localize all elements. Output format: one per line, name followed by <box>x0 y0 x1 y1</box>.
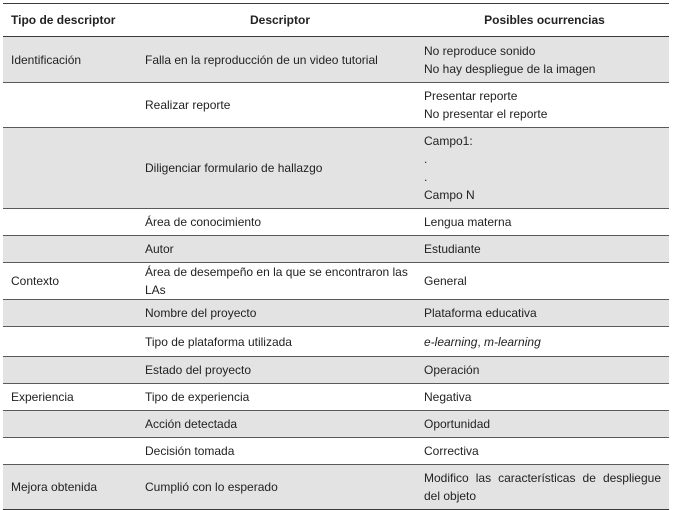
occurrence-separator: , <box>477 334 485 349</box>
occurrences-cell <box>420 327 669 357</box>
occurrence-line: No reproduce sonido <box>424 43 536 58</box>
descriptor-cell: Autor <box>140 236 420 263</box>
descriptor-cell: Acción detectada <box>140 411 420 438</box>
type-cell <box>3 357 140 384</box>
descriptor-cell: Diligenciar formulario de hallazgo <box>140 128 420 209</box>
type-cell <box>3 83 140 128</box>
header-type: Tipo de descriptor <box>3 4 140 37</box>
table-row <box>3 263 669 300</box>
occurrence-italic: m-learning <box>484 334 541 349</box>
type-cell <box>3 327 140 357</box>
descriptor-cell: Falla en la reproducción de un video tutorial <box>140 37 420 83</box>
type-cell <box>3 236 140 263</box>
table-row <box>3 438 669 465</box>
occurrence-italic: e-learning <box>424 334 478 349</box>
occurrences-cell <box>420 83 669 128</box>
occurrences-cell: Plataforma educativa <box>420 300 669 327</box>
table-row <box>3 411 669 438</box>
table-row <box>3 128 669 209</box>
descriptor-table <box>3 3 669 510</box>
table-row <box>3 384 669 411</box>
header-occurrences: Posibles ocurrencias <box>420 4 669 37</box>
type-cell: Mejora obtenida <box>3 465 140 510</box>
descriptor-cell: Decisión tomada <box>140 438 420 465</box>
occurrence-line: Presentar reporte <box>424 89 518 103</box>
descriptor-cell: Tipo de plataforma utilizada <box>140 327 420 357</box>
type-cell <box>3 411 140 438</box>
occurrences-cell: Estudiante <box>420 236 669 263</box>
descriptor-cell: Área de desempeño en la que se encontraron las LAs <box>140 263 420 300</box>
occurrences-cell: Modifico las características de despliegue del objeto <box>420 465 669 510</box>
occurrences-cell: General <box>420 263 669 300</box>
occurrence-line: No hay despliegue de la imagen <box>424 61 596 76</box>
type-cell: Experiencia <box>3 384 140 411</box>
descriptor-cell: Realizar reporte <box>140 83 420 128</box>
occurrence-line: . <box>424 152 428 166</box>
table-row <box>3 236 669 263</box>
occurrences-cell: Oportunidad <box>420 411 669 438</box>
occurrence-line: No presentar el reporte <box>424 107 548 121</box>
occurrences-cell: Lengua materna <box>420 209 669 236</box>
descriptor-cell: Estado del proyecto <box>140 357 420 384</box>
occurrences-cell: Operación <box>420 357 669 384</box>
type-cell <box>3 300 140 327</box>
table-row <box>3 83 669 128</box>
descriptor-cell: Área de conocimiento <box>140 209 420 236</box>
type-cell <box>3 128 140 209</box>
type-cell <box>3 438 140 465</box>
table-row <box>3 327 669 357</box>
occurrences-cell: Negativa <box>420 384 669 411</box>
occurrence-line: Campo N <box>424 188 475 202</box>
occurrences-cell: Correctiva <box>420 438 669 465</box>
header-descriptor: Descriptor <box>140 4 420 37</box>
descriptor-cell: Cumplió con lo esperado <box>140 465 420 510</box>
descriptor-cell: Nombre del proyecto <box>140 300 420 327</box>
table-row <box>3 357 669 384</box>
table-row <box>3 37 669 83</box>
table-row <box>3 465 669 510</box>
header-row <box>3 4 669 37</box>
descriptor-cell: Tipo de experiencia <box>140 384 420 411</box>
type-cell: Contexto <box>3 263 140 300</box>
occurrences-cell <box>420 128 669 209</box>
table-row <box>3 300 669 327</box>
type-cell: Identificación <box>3 37 140 83</box>
type-cell <box>3 209 140 236</box>
occurrence-line: Campo1: <box>424 134 473 148</box>
occurrences-cell <box>420 37 669 83</box>
table-row <box>3 209 669 236</box>
occurrence-line: . <box>424 170 428 184</box>
